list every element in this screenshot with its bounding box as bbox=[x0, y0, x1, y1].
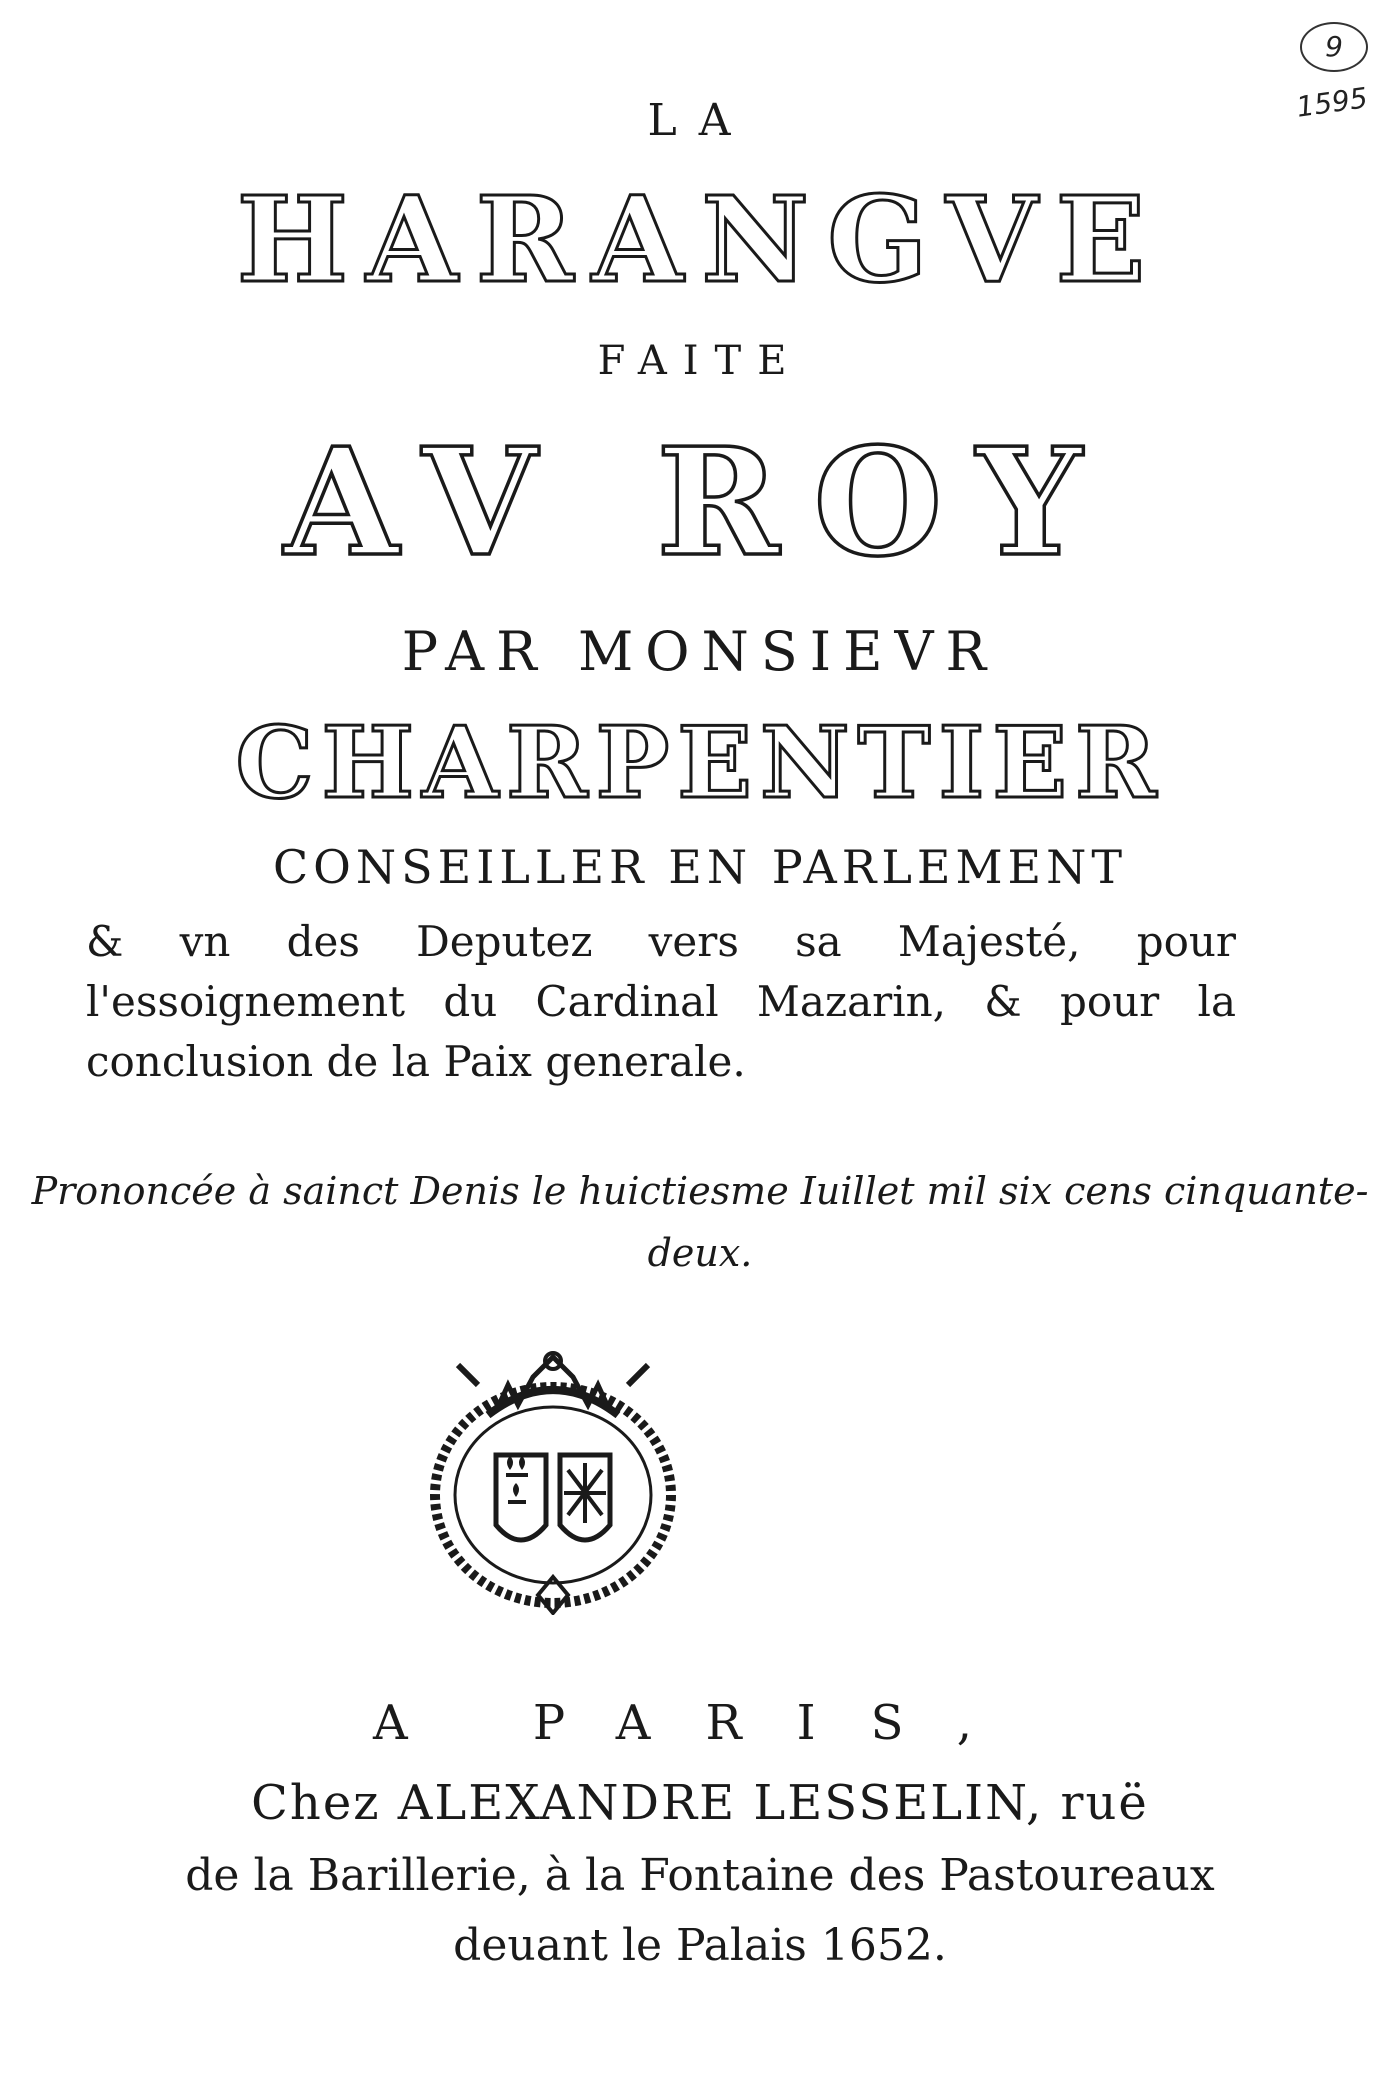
royal-arms-emblem bbox=[418, 1345, 688, 1615]
author-office: CONSEILLER EN PARLEMENT bbox=[272, 840, 1128, 894]
imprint-printer: Chez ALEXANDRE LESSELIN, ruë bbox=[251, 1775, 1149, 1831]
handwritten-circled-number: 9 bbox=[1300, 22, 1368, 72]
imprint-city: A PARIS, bbox=[372, 1695, 1027, 1751]
author-name: CHARPENTIER bbox=[235, 706, 1165, 821]
title-par-monsieur: PAR MONSIEVR bbox=[401, 620, 999, 683]
title-faite: FAITE bbox=[597, 338, 803, 384]
title-au-roy: AV ROY bbox=[284, 415, 1116, 589]
title-main-word: HARANGVE bbox=[236, 170, 1164, 309]
pronouncement-line: Prononcée à sainct Denis le huictiesme Iuillet mil six cens cinquante-deux. bbox=[31, 1169, 1369, 1275]
title-article: LA bbox=[647, 95, 753, 146]
imprint-address: de la Barillerie, à la Fontaine des Pastoureaux bbox=[185, 1850, 1215, 1901]
handwritten-catalog-number: 1595 bbox=[1294, 81, 1370, 124]
description-paragraph: & vn des Deputez vers sa Majesté, pour l'essoignement du Cardinal Mazarin, & pour la conclusion de la Paix generale. bbox=[86, 917, 1236, 1086]
imprint-date: deuant le Palais 1652. bbox=[453, 1920, 947, 1971]
